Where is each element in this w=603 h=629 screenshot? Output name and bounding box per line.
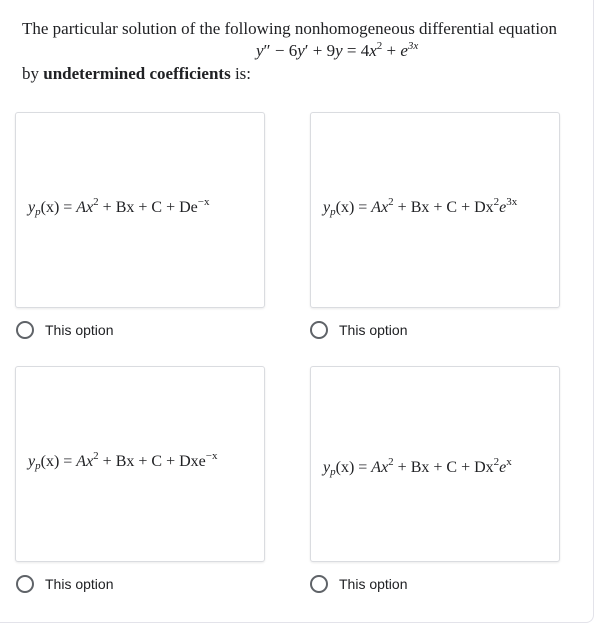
question-line-3: by undetermined coefficients is: xyxy=(22,64,251,83)
option-image-3[interactable] xyxy=(15,366,265,562)
option-image-4[interactable] xyxy=(310,366,560,562)
option-label-4: This option xyxy=(339,576,408,592)
option-formula-4: $y_p(x) = Ax^2 + Bx + C + Dx^2e^x$ xyxy=(323,456,512,478)
option-row-1[interactable] xyxy=(16,318,113,342)
radio-button-1[interactable] xyxy=(16,321,34,339)
option-row-4[interactable] xyxy=(310,572,407,596)
option-label-2: This option xyxy=(339,322,408,338)
option-label-3: This option xyxy=(45,576,114,592)
option-label-1: This option xyxy=(45,322,114,338)
radio-button-4[interactable] xyxy=(310,575,328,593)
question-line-1: The particular solution of the following nonhomogeneous differential equation xyxy=(22,19,558,38)
question-equation: $y'' - 6y' + 9y = 4x^2 + e^{3x}$ xyxy=(256,40,419,60)
radio-button-3[interactable] xyxy=(16,575,34,593)
option-image-2[interactable] xyxy=(310,112,560,308)
option-image-1[interactable] xyxy=(15,112,265,308)
option-formula-3: $y_p(x) = Ax^2 + Bx + C + Dxe^{-x}$ xyxy=(28,450,218,472)
option-row-2[interactable] xyxy=(310,318,407,342)
option-formula-2: $y_p(x) = Ax^2 + Bx + C + Dx^2e^{3x}$ xyxy=(323,196,518,218)
radio-button-2[interactable] xyxy=(310,321,328,339)
option-formula-1: $y_p(x) = Ax^2 + Bx + C + De^{-x}$ xyxy=(28,196,210,218)
option-row-3[interactable] xyxy=(16,572,113,596)
